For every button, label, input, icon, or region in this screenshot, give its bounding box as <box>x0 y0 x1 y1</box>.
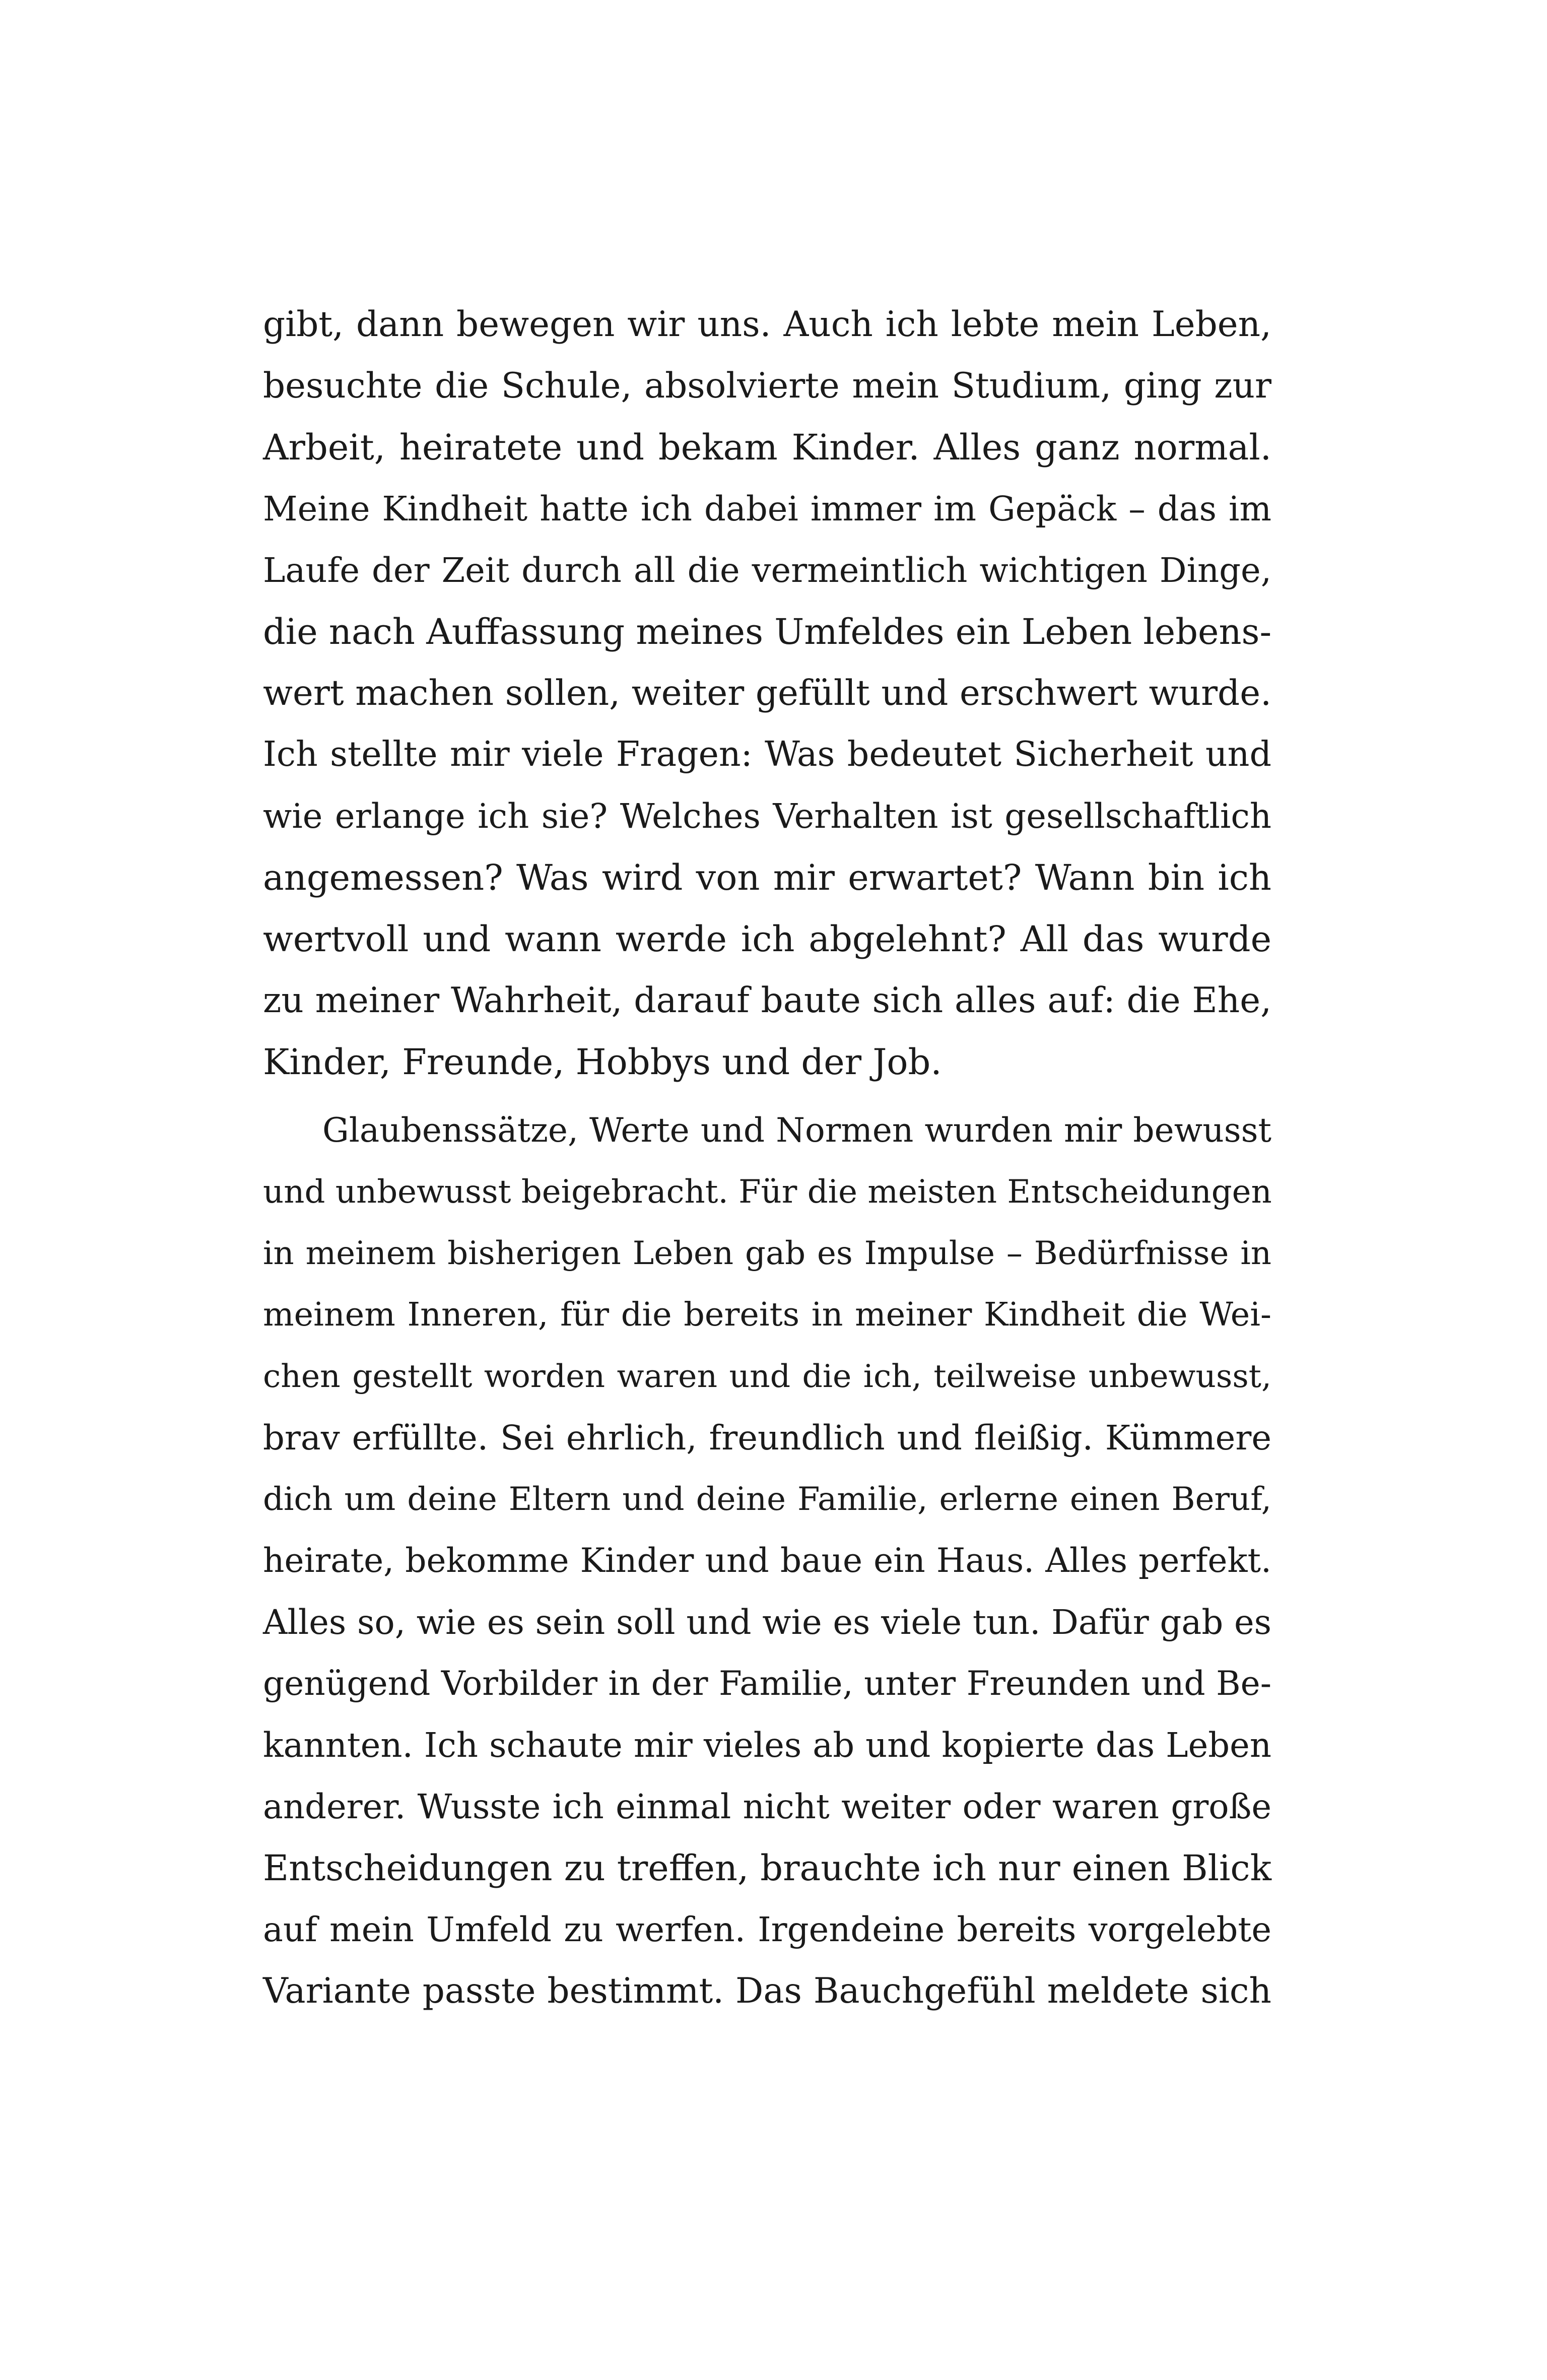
text-line: wert machen sollen, weiter gefüllt und erschwert wurde. <box>263 673 1271 713</box>
text-line: Variante passte bestimmt. Das Bauchgefühl meldete sich <box>263 1971 1271 2011</box>
text-line: die nach Auffassung meines Umfeldes ein Leben lebens- <box>263 611 1272 652</box>
text-line: brav erfüllte. Sei ehrlich, freundlich und fleißig. Kümmere <box>263 1418 1271 1458</box>
text-line: besuchte die Schule, absolvierte mein Studium, ging zur <box>263 366 1271 406</box>
text-line: Meine Kindheit hatte ich dabei immer im Gepäck – das im <box>263 489 1271 528</box>
text-line: Alles so, wie es sein soll und wie es viele tun. Dafür gab es <box>263 1603 1271 1642</box>
text-line: auf mein Umfeld zu werfen. Irgendeine bereits vorgelebte <box>263 1910 1271 1949</box>
text-line: angemessen? Was wird von mir erwartet? Wann bin ich <box>263 857 1271 898</box>
text-line: genügend Vorbilder in der Familie, unter Freunden und Be- <box>263 1664 1271 1703</box>
text-line: zu meiner Wahrheit, darauf baute sich alles auf: die Ehe, <box>263 980 1271 1021</box>
text-line: Arbeit, heiratete und bekam Kinder. Alles ganz normal. <box>263 427 1271 468</box>
text-line: Entscheidungen zu treffen, brauchte ich nur einen Blick <box>263 1847 1271 1889</box>
paragraph-1 <box>263 294 1271 1093</box>
text-line: Ich stellte mir viele Fragen: Was bedeutet Sicherheit und <box>263 735 1271 774</box>
text-line: anderer. Wusste ich einmal nicht weiter oder waren große <box>263 1787 1271 1826</box>
text-line: wertvoll und wann werde ich abgelehnt? All das wurde <box>263 918 1271 960</box>
text-line: gibt, dann bewegen wir uns. Auch ich lebte mein Leben, <box>263 304 1271 345</box>
text-line: heirate, bekomme Kinder und baue ein Haus. Alles perfekt. <box>263 1541 1271 1580</box>
paragraph-2 <box>263 1100 1271 2022</box>
text-line: in meinem bisherigen Leben gab es Impulse – Bedürfnisse in <box>263 1235 1271 1272</box>
paragraph-gap <box>263 1093 1271 1100</box>
text-line: wie erlange ich sie? Welches Verhalten ist gesellschaftlich <box>263 797 1271 836</box>
text-line: Kinder, Freunde, Hobbys und der Job. <box>263 1041 942 1083</box>
text-line: Glaubenssätze, Werte und Normen wurden mir bewusst <box>322 1111 1271 1150</box>
text-line: und unbewusst beigebracht. Für die meisten Entscheidungen <box>263 1173 1272 1211</box>
text-line: Laufe der Zeit durch all die vermeintlich wichtigen Dinge, <box>263 551 1271 590</box>
text-line: meinem Inneren, für die bereits in meiner Kindheit die Wei- <box>263 1296 1271 1334</box>
text-line: kannten. Ich schaute mir vieles ab und kopierte das Leben <box>263 1726 1271 1765</box>
text-line: chen gestellt worden waren und die ich, teilweise unbewusst, <box>263 1358 1271 1395</box>
body-text <box>263 294 1271 2022</box>
text-line: dich um deine Eltern und deine Familie, erlerne einen Beruf, <box>263 1481 1271 1518</box>
